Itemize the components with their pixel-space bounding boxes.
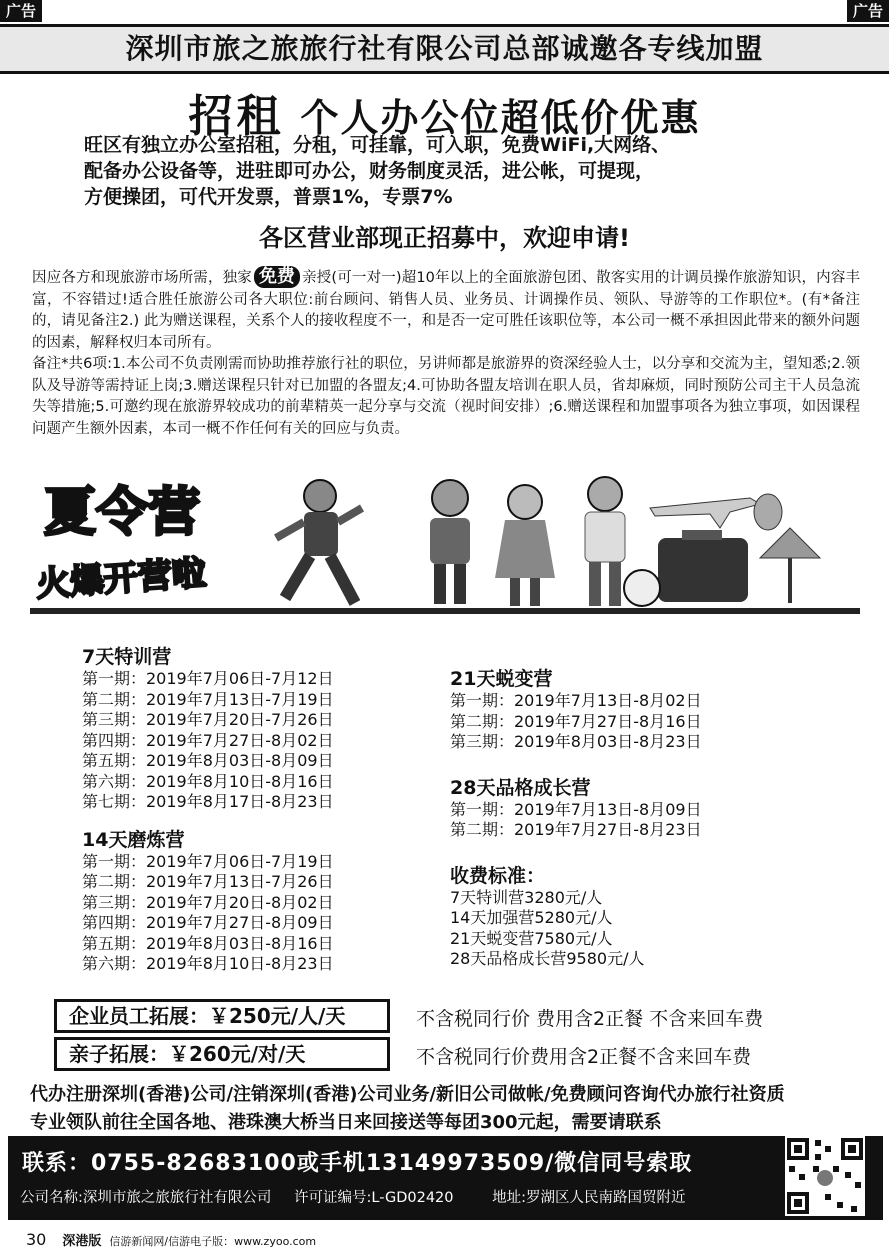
camps-right — [450, 664, 810, 970]
fee-item: 21天蜕变营7580元/人 — [450, 928, 613, 948]
ad-tag-left: 广告 — [0, 0, 42, 22]
camp-period: 第五期：2019年8月03日-8月16日 — [82, 933, 334, 953]
camp-period: 第六期：2019年8月10日-8月23日 — [82, 954, 334, 973]
license-number: 许可证编号:L-GD02420 — [294, 1190, 454, 1206]
camp-title: 14天磨炼营 — [82, 828, 185, 851]
intro-text-a: 因应各方和现旅游市场所需，独家 — [32, 270, 252, 286]
camp-period: 第二期：2019年7月27日-8月16日 — [450, 711, 702, 731]
camp-period: 第一期：2019年7月13日-8月02日 — [450, 691, 702, 710]
contact-info — [20, 1186, 686, 1207]
running-boy-illustration — [276, 480, 362, 603]
address: 地址:罗湖区人民南路国贸附近 — [492, 1190, 686, 1206]
lead-line: 旺区有独立办公室招租，分租，可挂靠，可入职，免费WiFi,大网络、 — [84, 134, 671, 156]
camp-period: 第一期：2019年7月13日-8月09日 — [450, 799, 702, 819]
package-note-corporate: 不含税同行价 费用含2正餐 不含来回车费 — [416, 1008, 764, 1030]
lead-block — [84, 132, 824, 210]
contact-block — [8, 1136, 883, 1220]
header-title: 深圳市旅之旅旅行社有限公司总部诚邀各专线加盟 — [0, 24, 889, 74]
camp-period: 第四期：2019年7月27日-8月02日 — [82, 730, 334, 750]
camp-period: 第七期：2019年8月17日-8月23日 — [82, 792, 334, 811]
rent-subtitle: 个人办公位超低价优惠 — [300, 96, 701, 140]
camp-period: 第三期：2019年7月20日-7月26日 — [82, 710, 334, 729]
kids-illustration — [430, 477, 625, 606]
camp-period: 第二期：2019年7月27日-8月23日 — [450, 820, 702, 839]
camp-title: 7天特训营 — [82, 646, 172, 668]
fees-title: 收费标准： — [450, 864, 546, 887]
edition-label: 深港版 — [62, 1234, 102, 1249]
package-note-family: 不含税同行价费用含2正餐不含来回车费 — [416, 1046, 752, 1068]
camp-period: 第二期：2019年7月13日-7月26日 — [82, 872, 334, 891]
page-footer — [26, 1230, 316, 1249]
rent-title: 招租 — [188, 91, 285, 142]
camp-period: 第五期：2019年8月03日-8月09日 — [82, 751, 334, 770]
banner-ground — [30, 608, 860, 614]
contact-phone: 联系：0755-82683100或手机13149973509/微信同号索取 — [22, 1151, 693, 1176]
travel-items-illustration — [624, 494, 820, 606]
fee-item: 7天特训营3280元/人 — [450, 887, 603, 907]
fee-item: 28天品格成长营9580元/人 — [450, 949, 645, 968]
qr-code-icon — [785, 1136, 865, 1216]
summer-camp-banner — [30, 468, 860, 620]
intro-paragraph — [32, 266, 860, 440]
company-name: 公司名称:深圳市旅之旅旅行社有限公司 — [20, 1190, 272, 1206]
package-box-family: 亲子拓展：￥260元/对/天 — [54, 1037, 390, 1071]
camp-period: 第一期：2019年7月06日-7月19日 — [82, 851, 334, 871]
camp-title: 21天蜕变营 — [450, 668, 553, 690]
camp-title: 28天品格成长营 — [450, 776, 591, 799]
intro-text-b: 亲授(可一对一)超10年以上的全面旅游包团、散客实用的计调员操作旅游知识，内容丰富，不容错过!适合胜任旅游公司各大职位:前台顾问、销售人员、业务员、计调操作员、领队、导游等的工作职位*。(有*备注的，请见备注2.) 此为赠送课程，关系个人的接收程度不一，和是否一定可胜任该职位等，本公司一概不承担因此带来的额外问题的因素，解释权归本司所有。 — [32, 270, 861, 351]
remarks-text: 备注*共6项:1.本公司不负责刚需而协助推荐旅行社的职位，另讲师都是旅游界的资深经验人士，以分享和交流为主，望知悉;2.领队及导游等需持证上岗;3.赠送课程只针对已加盟的各盟友;4.可协助各盟友培训在职人员，省却麻烦，同时预防公司主干人员急流失等措施;5.可邀约现在旅游界较成功的前辈精英一起分享与交流（视时间安排）;6.赠送课程和加盟事项各为独立事项，如因课程问题产生额外因素，本司一概不作任何有关的回应与负责。 — [32, 356, 860, 437]
banner-subtitle: 火爆开营啦 — [34, 553, 208, 605]
free-badge: 免费 — [254, 266, 300, 288]
fee-item: 14天加强营5280元/人 — [450, 908, 613, 927]
camp-period: 第四期：2019年7月27日-8月09日 — [82, 913, 334, 932]
service-line: 专业领队前往全国各地、港珠澳大桥当日来回接送等每团300元起，需要请联系 — [30, 1112, 662, 1133]
recruit-line: 各区营业部现正招募中，欢迎申请! — [259, 224, 630, 252]
service-line: 代办注册深圳(香港)公司/注销深圳(香港)公司业务/新旧公司做帐/免费顾问咨询代办旅行社资质 — [30, 1084, 785, 1105]
camp-period: 第二期：2019年7月13日-7月19日 — [82, 689, 334, 709]
ad-tag-right: 广告 — [847, 0, 889, 22]
lead-line: 配备办公设备等，进驻即可办公，财务制度灵活，进公帐，可提现， — [84, 160, 655, 182]
page-number: 30 — [26, 1230, 47, 1249]
camp-period: 第三期：2019年7月20日-8月02日 — [82, 892, 334, 912]
camp-period: 第一期：2019年7月06日-7月12日 — [82, 669, 334, 688]
camp-period: 第三期：2019年8月03日-8月23日 — [450, 732, 702, 751]
package-box-corporate: 企业员工拓展：￥250元/人/天 — [54, 999, 390, 1033]
camp-period: 第六期：2019年8月10日-8月16日 — [82, 771, 334, 791]
banner-title: 夏令营 — [44, 483, 201, 543]
camps-left — [82, 642, 412, 975]
site-text: 信游新闻网/信游电子版：www.zyoo.com — [109, 1235, 317, 1248]
lead-line: 方便操团，可代开发票，普票1%，专票7% — [84, 186, 453, 208]
